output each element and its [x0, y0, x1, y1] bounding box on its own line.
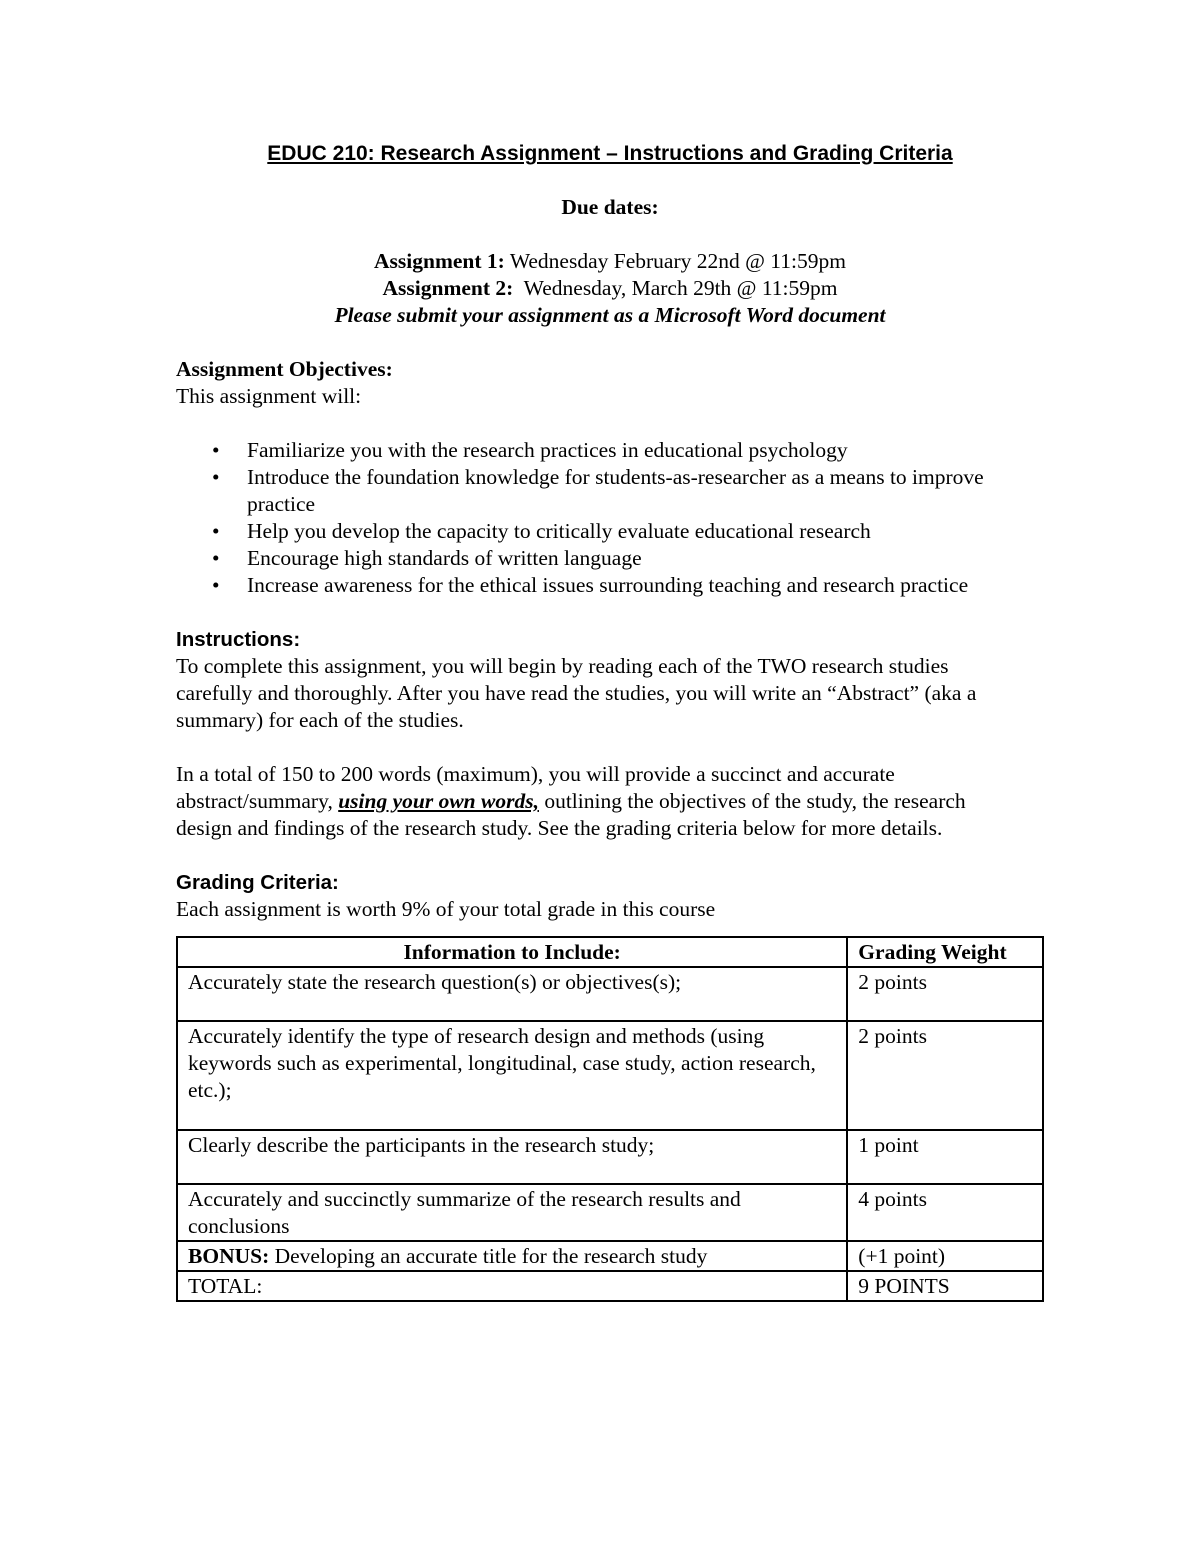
objectives-heading: Assignment Objectives: — [176, 357, 393, 381]
criterion-weight: 2 points — [847, 1021, 1043, 1130]
total-weight: 9 POINTS — [847, 1271, 1043, 1301]
objectives-intro: This assignment will: — [176, 384, 362, 408]
total-row — [177, 1271, 1043, 1301]
table-row — [177, 967, 1043, 1021]
submit-format-note: Please submit your assignment as a Microsoft Word document — [334, 303, 886, 327]
criterion-text: Accurately identify the type of research design and methods (using keywords such as experimental, longitudinal, case study, action research, etc.); — [177, 1021, 847, 1130]
header-information: Information to Include: — [177, 937, 847, 967]
document-page — [176, 140, 1044, 1302]
bonus-text: BONUS: Developing an accurate title for the research study — [177, 1241, 847, 1271]
list-item: • Help you develop the capacity to critically evaluate educational research — [212, 519, 871, 543]
list-item: • Familiarize you with the research practices in educational psychology — [212, 438, 848, 462]
header-weight: Grading Weight — [847, 937, 1043, 967]
bullet-icon: • — [212, 546, 220, 570]
grading-criteria-table — [176, 936, 1044, 1302]
table-row — [177, 1130, 1043, 1184]
grading-intro: Each assignment is worth 9% of your total grade in this course — [176, 897, 716, 921]
assignment-2-label: Assignment 2: — [382, 276, 514, 300]
bullet-icon: • — [212, 438, 220, 462]
total-label: TOTAL: — [177, 1271, 847, 1301]
due-dates-heading: Due dates: — [561, 195, 659, 219]
table-row — [177, 1021, 1043, 1130]
table-header-row — [177, 937, 1043, 967]
list-item: • Increase awareness for the ethical issues surrounding teaching and research practice — [212, 573, 969, 597]
bullet-icon: • — [212, 519, 220, 543]
bullet-icon: • — [212, 573, 220, 597]
assignment-2-date: Wednesday, March 29th @ 11:59pm — [513, 276, 838, 300]
grading-heading: Grading Criteria: — [176, 871, 339, 894]
assignment-1-date: Wednesday February 22nd @ 11:59pm — [504, 249, 846, 273]
assignment-1-label: Assignment 1: — [374, 249, 505, 273]
own-words-emphasis: using your own words, — [338, 789, 539, 813]
criterion-text: Accurately and succinctly summarize of the research results and conclusions — [177, 1184, 847, 1241]
table-row — [177, 1184, 1043, 1241]
instructions-paragraph-2: In a total of 150 to 200 words (maximum), you will provide a succinct and accurate abstract/summary, using your own words, outlining the objectives of the study, the research design and findings of the research study. See the grading criteria below for more details. — [176, 762, 966, 840]
bullet-icon: • — [212, 465, 220, 489]
instructions-heading: Instructions: — [176, 628, 301, 651]
assignment-2-due — [176, 275, 1044, 302]
criterion-text: Accurately state the research question(s) or objectives(s); — [177, 967, 847, 1021]
criterion-weight: 2 points — [847, 967, 1043, 1021]
criterion-weight: 1 point — [847, 1130, 1043, 1184]
list-item: • Encourage high standards of written language — [212, 546, 642, 570]
bonus-label: BONUS: — [188, 1244, 270, 1268]
criterion-weight: 4 points — [847, 1184, 1043, 1241]
instructions-paragraph-1: To complete this assignment, you will begin by reading each of the TWO research studies carefully and thoroughly. After you have read the studies, you will write an “Abstract” (aka a summary) for each of the studies. — [176, 654, 977, 732]
document-title: EDUC 210: Research Assignment – Instructions and Grading Criteria — [267, 142, 953, 165]
criterion-text: Clearly describe the participants in the research study; — [177, 1130, 847, 1184]
bonus-weight: (+1 point) — [847, 1241, 1043, 1271]
bonus-row — [177, 1241, 1043, 1271]
list-item: • Introduce the foundation knowledge for students-as-researcher as a means to improve practice — [212, 465, 984, 516]
assignment-1-due — [176, 248, 1044, 275]
objectives-list — [176, 437, 1044, 599]
